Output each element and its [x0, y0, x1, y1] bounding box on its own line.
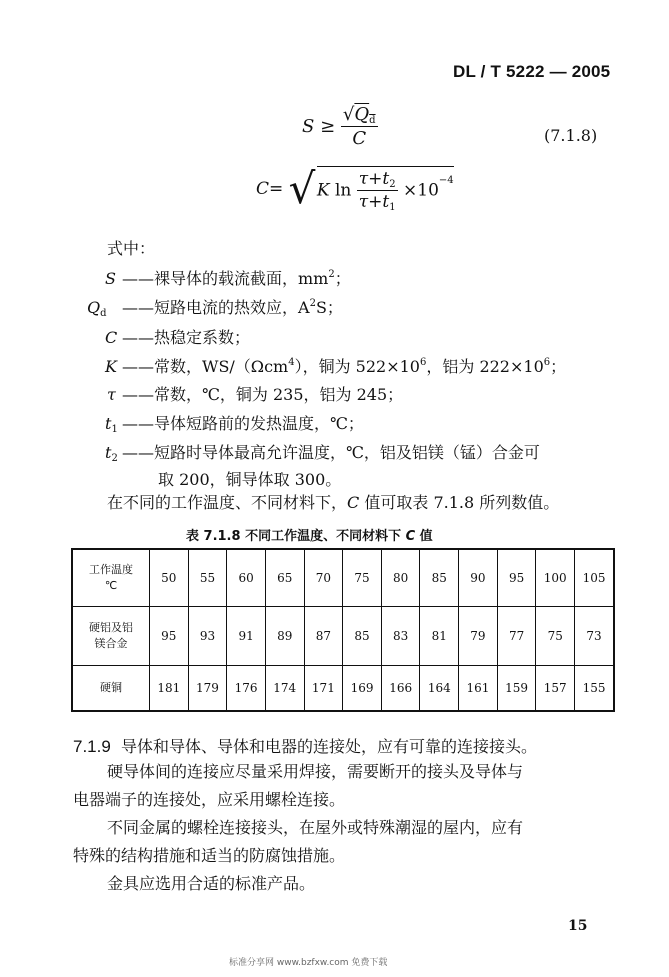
- formula-lhs: S: [302, 116, 315, 137]
- table-cell: 65: [265, 549, 304, 607]
- section-7-1-9-heading: [73, 734, 537, 757]
- table-cell: 81: [420, 607, 459, 666]
- table-cell: 155: [575, 666, 614, 712]
- table-cell: 181: [150, 666, 189, 712]
- section-title: 导体和导体、导体和电器的连接处，应有可靠的连接接头。: [120, 737, 537, 756]
- table-cell: 164: [420, 666, 459, 712]
- table-cell: 159: [497, 666, 536, 712]
- def-s: S ——裸导体的载流截面，$mm^2$；: [105, 269, 351, 288]
- document-code: DL / T 5222 — 2005: [453, 62, 611, 81]
- ln-fraction: $\frac{\tau+t_2}{\tau+t_1}$: [358, 169, 396, 213]
- table-cell: 166: [381, 666, 420, 712]
- table-cell: 77: [497, 607, 536, 666]
- table-cell: 179: [188, 666, 227, 712]
- radicand: Q: [354, 104, 370, 125]
- table-cell: 171: [304, 666, 343, 712]
- table-cell: 95: [497, 549, 536, 607]
- table-cell: 60: [227, 549, 266, 607]
- def-k: K ——常数，WS/（Ωcm$^4$），铜为 $522\times 10^6$，铝为 $222\times 10^6$；: [105, 357, 567, 376]
- table-cell: 73: [575, 607, 614, 666]
- table-cell: 79: [459, 607, 498, 666]
- table-cell: 95: [150, 607, 189, 666]
- table-cell: 105: [575, 549, 614, 607]
- equation-number: (7.1.8): [544, 126, 598, 145]
- definitions-intro: 式中：: [107, 239, 156, 258]
- table-cell: 157: [536, 666, 575, 712]
- def-t1: $t_1$ ——导体短路前的发热温度，℃；: [105, 414, 364, 435]
- paragraph-1-line-1: 硬导体间的连接应尽量采用焊接，需要断开的接头及导体与: [107, 762, 524, 781]
- formula-7-1-8: [302, 104, 378, 149]
- row-header: 工作温度 ℃: [72, 549, 150, 607]
- table-row: [72, 549, 614, 607]
- formula-relation: ≥: [320, 116, 336, 137]
- table-cell: 50: [150, 549, 189, 607]
- formula-denominator: C: [352, 128, 367, 149]
- table-cell: 70: [304, 549, 343, 607]
- table-reference-paragraph: 在不同的工作温度、不同材料下，C 值可取表 7.1.8 所列数值。: [107, 493, 560, 512]
- row-header: 硬铜: [72, 666, 150, 712]
- table-cell: 85: [420, 549, 459, 607]
- sqrt-symbol: √: [288, 164, 316, 213]
- watermark: 标准分享网 www.bzfxw.com 免费下载: [229, 958, 388, 968]
- table-row: [72, 607, 614, 666]
- def-qd: $Q_d$ ——短路电流的热效应，$A^2S$；: [87, 298, 343, 319]
- sqrt-symbol: √: [342, 104, 355, 125]
- row-header: 硬铝及铝 镁合金: [72, 607, 150, 666]
- paragraph-2-line-2: 特殊的结构措施和适当的防腐蚀措施。: [73, 846, 346, 865]
- table-cell: 174: [265, 666, 304, 712]
- formula-c: C= √ K ln $\frac{\tau+t_2}{\tau+t_1}$ $\times 10^{-4}$: [256, 164, 454, 213]
- formula-fraction: $\frac{√Q_d}{C}$: [342, 104, 376, 149]
- table-cell: 89: [265, 607, 304, 666]
- table-cell: 169: [343, 666, 382, 712]
- def-t2: $t_2$ ——短路时导体最高允许温度，℃，铝及铝镁（锰）合金可: [105, 443, 540, 464]
- paragraph-1-line-2: 电器端子的连接处，应采用螺栓连接。: [73, 790, 346, 809]
- table-cell: 100: [536, 549, 575, 607]
- table-row: [72, 666, 614, 712]
- table-cell: 55: [188, 549, 227, 607]
- def-c: C ——热稳定系数；: [105, 328, 251, 347]
- table-caption: 表 7.1.8 不同工作温度、不同材料下 C 值: [186, 529, 433, 544]
- table-cell: 90: [459, 549, 498, 607]
- def-t2-continued: 取 200，铜导体取 300。: [158, 470, 342, 489]
- table-cell: 75: [343, 549, 382, 607]
- table-cell: 75: [536, 607, 575, 666]
- section-number: 7.1.9: [73, 737, 111, 756]
- table-cell: 87: [304, 607, 343, 666]
- table-cell: 93: [188, 607, 227, 666]
- table-cell: 80: [381, 549, 420, 607]
- table-cell: 161: [459, 666, 498, 712]
- page-number: 15: [568, 918, 588, 934]
- paragraph-2-line-1: 不同金属的螺栓连接接头，在屋外或特殊潮湿的屋内，应有: [107, 818, 524, 837]
- c-value-table: [71, 548, 615, 712]
- table-cell: 176: [227, 666, 266, 712]
- def-tau: τ ——常数，℃，铜为 235，铝为 245；: [107, 385, 404, 404]
- table-cell: 83: [381, 607, 420, 666]
- paragraph-3: 金具应选用合适的标准产品。: [107, 874, 316, 893]
- radicand-body: K ln $\frac{\tau+t_2}{\tau+t_1}$ $\times 10^{-4}$: [317, 166, 454, 212]
- table-cell: 91: [227, 607, 266, 666]
- table-cell: 85: [343, 607, 382, 666]
